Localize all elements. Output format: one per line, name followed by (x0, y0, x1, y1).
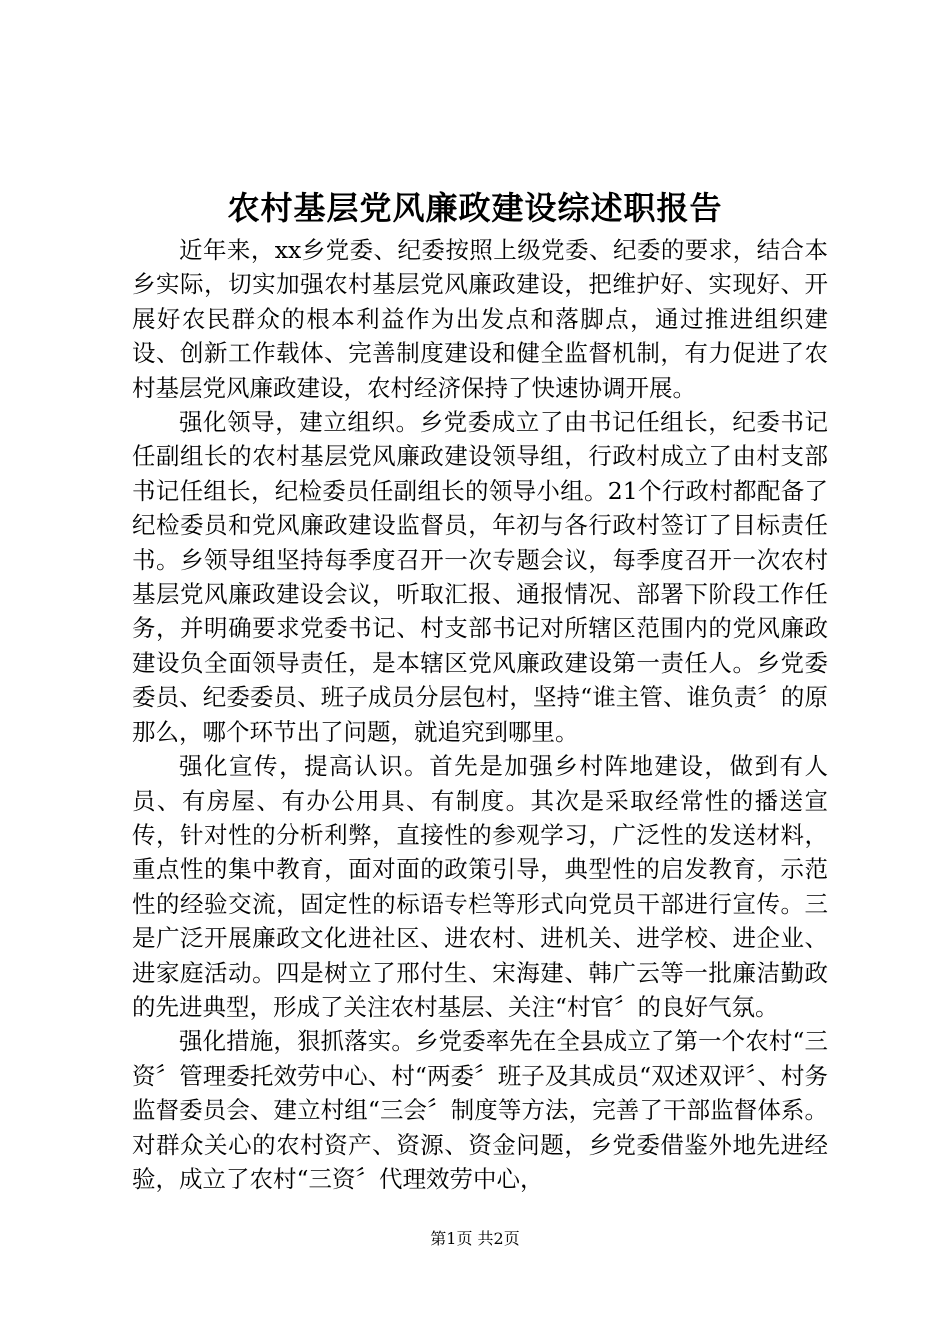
paragraph-intro: 近年来，xx乡党委、纪委按照上级党委、纪委的要求，结合本乡实际，切实加强农村基层党风廉政建设，把维护好、实现好、开展好农民群众的根本利益作为出发点和落脚点，通过推进组织建设、创新工作载体、完善制度建设和健全监督机制，有力促进了农村基层党风廉政建设，农村经济保持了快速协调开展。 (132, 236, 828, 402)
paragraph-leadership: 强化领导，建立组织。乡党委成立了由书记任组长，纪委书记任副组长的农村基层党风廉政建设领导组，行政村成立了由村支部书记任组长，纪检委员任副组长的领导小组。21个行政村都配备了纪检委员和党风廉政建设监督员，年初与各行政村签订了目标责任书。乡领导组坚持每季度召开一次专题会议，每季度召开一次农村基层党风廉政建设会议，听取汇报、通报情况、部署下阶段工作任务，并明确要求党委书记、村支部书记对所辖区范围内的党风廉政建设负全面领导责任，是本辖区党风廉政建设第一责任人。乡党委委员、纪委委员、班子成员分层包村，坚持“谁主管、谁负责〞的原那么，哪个环节出了问题，就追究到哪里。 (132, 408, 828, 746)
paragraph-publicity: 强化宣传，提高认识。首先是加强乡村阵地建设，做到有人员、有房屋、有办公用具、有制度。其次是采取经常性的播送宣传，针对性的分析利弊，直接性的参观学习，广泛性的发送材料，重点性的集中教育，面对面的政策引导，典型性的启发教育，示范性的经验交流，固定性的标语专栏等形式向党员干部进行宣传。三是广泛开展廉政文化进社区、进农村、进机关、进学校、进企业、进家庭活动。四是树立了邢付生、宋海建、韩广云等一批廉洁勤政的先进典型，形成了关注农村基层、关注“村官〞的良好气氛。 (132, 752, 828, 1021)
paragraph-measures: 强化措施，狠抓落实。乡党委率先在全县成立了第一个农村“三资〞管理委托效劳中心、村“两委〞班子及其成员“双述双评〞、村务监督委员会、建立村组“三会〞制度等方法，完善了干部监督体系。对群众关心的农村资产、资源、资金问题，乡党委借鉴外地先进经验，成立了农村“三资〞代理效劳中心， (132, 1027, 828, 1193)
document-title: 农村基层党风廉政建设综述职报告 (227, 189, 723, 227)
page-footer: 第1页 共2页 (430, 1229, 520, 1248)
document-body (132, 233, 828, 1196)
